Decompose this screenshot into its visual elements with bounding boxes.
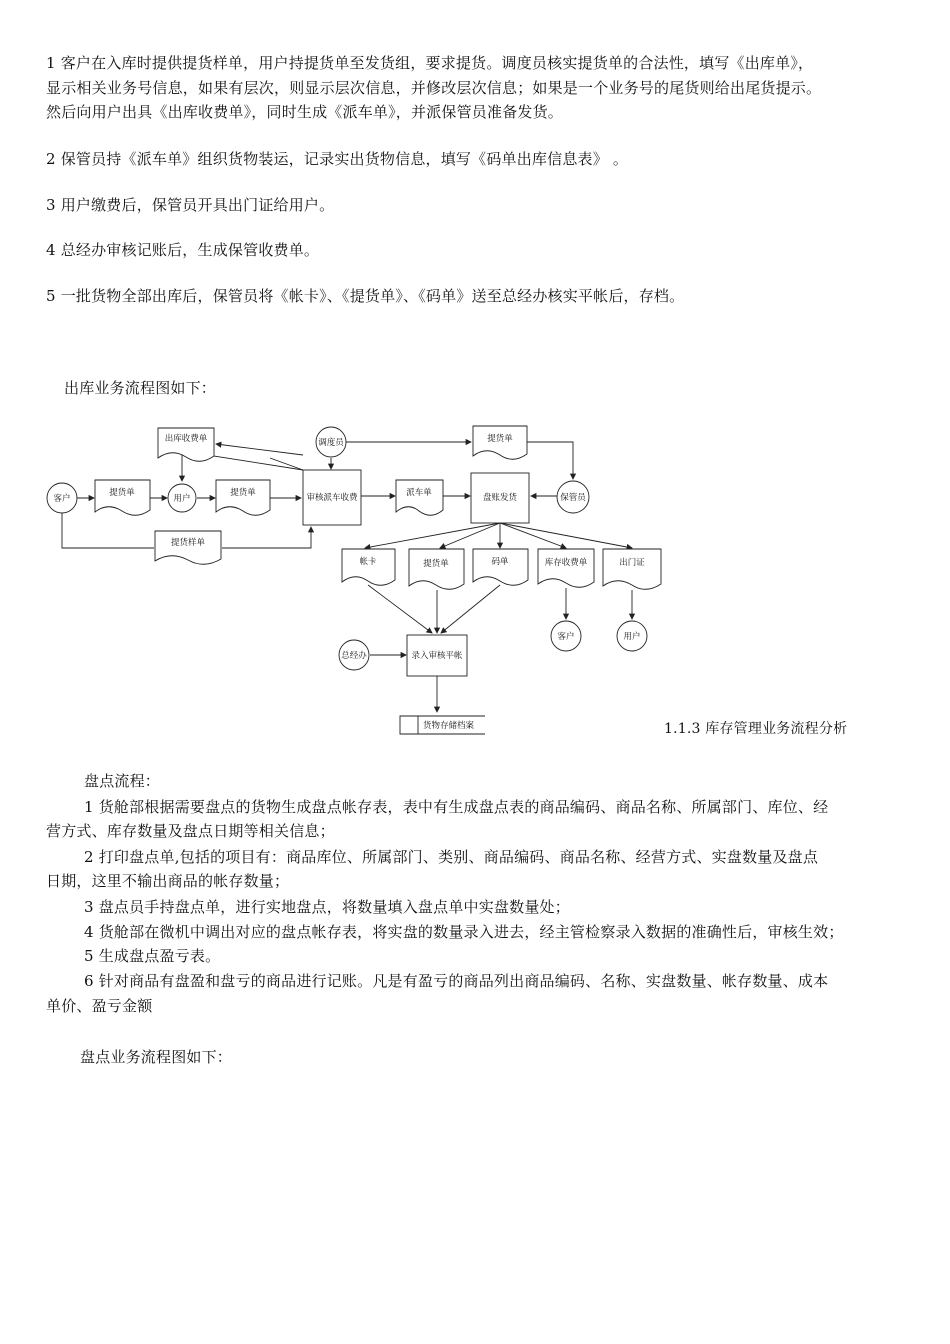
node-general-office xyxy=(339,640,369,670)
inventory-step-6-line2: 单价、盈亏金额 xyxy=(46,997,153,1015)
svg-text:提货单: 提货单 xyxy=(109,488,135,498)
node-customer xyxy=(47,483,77,513)
inventory-title: 盘点流程： xyxy=(84,772,161,790)
outbound-step-1-line1: 1 客户在入库时提供提货样单，用户持提货单至发货组，要求提货。调度员核实提货单的合法性，填写《出库单》， xyxy=(46,54,814,72)
svg-text:提货单: 提货单 xyxy=(423,559,449,569)
inventory-step-4: 4 货舱部在微机中调出对应的盘点帐存表，将实盘的数量录入进去，经主管检察录入数据的准确性后，审核生效； xyxy=(84,923,844,941)
outbound-step-5: 5 一批货物全部出库后，保管员将《帐卡》、《提货单》、《码单》送至总经办核实平帐后，存档。 xyxy=(46,287,685,305)
node-exit-pass xyxy=(603,549,661,589)
svg-text:调度员: 调度员 xyxy=(318,438,344,448)
outbound-step-1-line2: 显示相关业务号信息，如果有层次，则显示层次信息，并修改层次信息；如果是一个业务号的尾货则给出尾货提示。 xyxy=(46,79,822,97)
svg-text:保管员: 保管员 xyxy=(560,493,586,503)
svg-text:用户: 用户 xyxy=(173,494,191,504)
outbound-step-4: 4 总经办审核记账后，生成保管收费单。 xyxy=(46,241,320,259)
node-sample-note xyxy=(155,531,221,564)
outbound-step-1-line3: 然后向用户出具《出库收费单》，同时生成《派车单》，并派保管员准备发货。 xyxy=(46,103,564,121)
node-entry-audit xyxy=(407,635,467,676)
node-customer-2 xyxy=(551,621,581,651)
section-heading: 1.1.3 库存管理业务流程分析 xyxy=(664,721,848,737)
svg-text:出门证: 出门证 xyxy=(619,558,645,568)
node-ledger-card xyxy=(342,549,395,585)
svg-text:出库收费单: 出库收费单 xyxy=(164,434,208,444)
node-dispatch-note xyxy=(396,480,443,515)
inventory-step-6-line1: 6 针对商品有盘盈和盘亏的商品进行记账。凡是有盈亏的商品列出商品编码、名称、实盘数量、帐存数量、成本 xyxy=(84,972,829,990)
node-user xyxy=(168,484,196,512)
svg-text:客户: 客户 xyxy=(53,494,71,504)
node-storage-fee-note xyxy=(538,549,594,587)
inventory-step-2-line2: 日期，这里不输出商品的帐存数量； xyxy=(46,872,290,890)
node-dispatcher xyxy=(316,427,346,457)
svg-text:货物存储档案: 货物存储档案 xyxy=(423,721,475,731)
svg-text:提货样单: 提货样单 xyxy=(170,538,206,548)
inventory-step-1-line1: 1 货舱部根据需要盘点的货物生成盘点帐存表，表中有生成盘点表的商品编码、商品名称、所属部门、库位、经 xyxy=(84,798,829,816)
svg-text:客户: 客户 xyxy=(557,632,575,642)
svg-text:派车单: 派车单 xyxy=(406,488,432,498)
inventory-step-2-line1: 2 打印盘点单,包括的项目有：商品库位、所属部门、类别、商品编码、商品名称、经营方式、实盘数量及盘点 xyxy=(84,848,819,866)
svg-text:码单: 码单 xyxy=(491,557,509,567)
outbound-flow-intro: 出库业务流程图如下： xyxy=(64,379,217,397)
svg-text:库存收费单: 库存收费单 xyxy=(544,558,588,568)
outbound-step-3: 3 用户缴费后，保管员开具出门证给用户。 xyxy=(46,196,335,214)
node-code-note xyxy=(473,549,528,585)
inventory-flow-intro: 盘点业务流程图如下： xyxy=(80,1048,233,1066)
node-check-ship xyxy=(471,473,529,523)
node-archive xyxy=(400,716,485,734)
inventory-step-3: 3 盘点员手持盘点单，进行实地盘点，将数量填入盘点单中实盘数量处； xyxy=(84,898,570,916)
node-pickup-note-3 xyxy=(409,549,464,589)
inventory-step-5: 5 生成盘点盈亏表。 xyxy=(84,947,221,965)
outbound-flowchart xyxy=(0,400,950,740)
svg-text:帐卡: 帐卡 xyxy=(359,557,377,567)
node-pickup-note-top xyxy=(473,426,527,459)
outbound-step-2: 2 保管员持《派车单》组织货物装运，记录实出货物信息，填写《码单出库信息表》 。 xyxy=(46,150,629,168)
svg-text:盘账发货: 盘账发货 xyxy=(482,493,518,503)
svg-text:录入审核平帐: 录入审核平帐 xyxy=(411,651,463,661)
node-review-dispatch xyxy=(303,470,361,525)
node-user-2 xyxy=(617,621,647,651)
node-pickup-note-2 xyxy=(216,480,270,515)
node-outbound-fee-note xyxy=(158,428,214,461)
inventory-step-1-line2: 营方式、库存数量及盘点日期等相关信息； xyxy=(46,822,335,840)
svg-text:用户: 用户 xyxy=(623,632,641,642)
node-keeper xyxy=(557,481,589,513)
svg-text:总经办: 总经办 xyxy=(341,651,367,661)
svg-text:审核派车收费: 审核派车收费 xyxy=(306,493,358,503)
node-pickup-note-1 xyxy=(95,480,150,515)
svg-text:提货单: 提货单 xyxy=(487,434,513,444)
svg-text:提货单: 提货单 xyxy=(230,488,256,498)
